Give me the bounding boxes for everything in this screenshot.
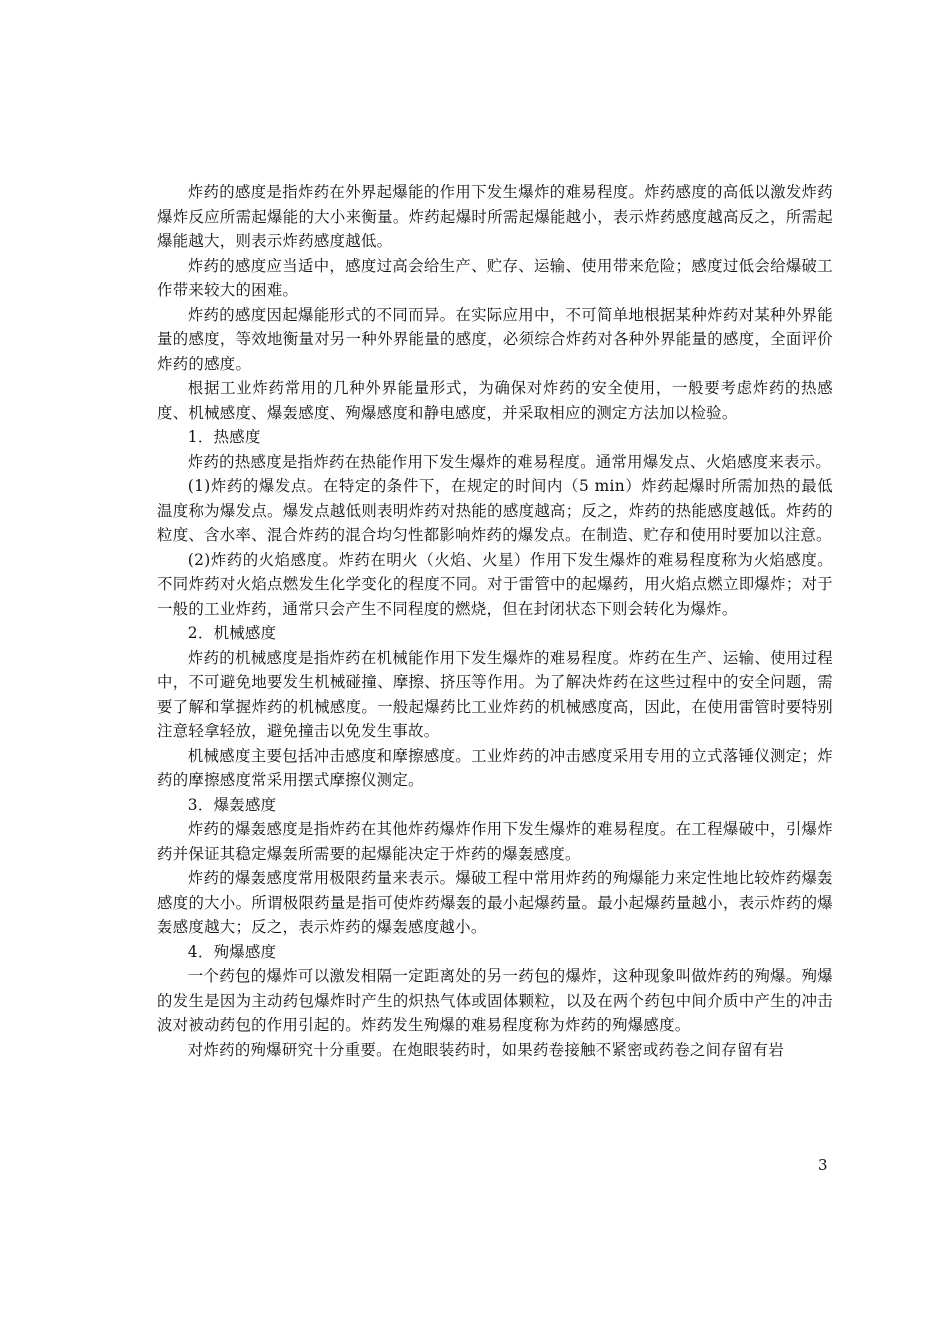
paragraph-detonation-definition: 炸药的爆轰感度是指炸药在其他炸药爆炸作用下发生爆炸的难易程度。在工程爆破中，引爆炸药并保证其稳定爆轰所需要的起爆能决定于炸药的爆轰感度。 [157, 820, 833, 863]
paragraph-sensitivity-types: 根据工业炸药常用的几种外界能量形式，为确保对炸药的安全使用，一般要考虑炸药的热感度、机械感度、爆轰感度、殉爆感度和静电感度，并采取相应的测定方法加以检验。 [157, 379, 833, 422]
paragraph-sympathetic-importance: 对炸药的殉爆研究十分重要。在炮眼装药时，如果药卷接触不紧密或药卷之间存留有岩 [187, 1040, 785, 1059]
paragraph-sensitivity-definition: 炸药的感度是指炸药在外界起爆能的作用下发生爆炸的难易程度。炸药感度的高低以激发炸药爆炸反应所需起爆能的大小来衡量。炸药起爆时所需起爆能越小，表示炸药感度越高反之，所需起爆能越大，则表示炸药感度越低。 [157, 183, 833, 250]
paragraph-mechanical-tests: 机械感度主要包括冲击感度和摩擦感度。工业炸药的冲击感度采用专用的立式落锤仪测定；炸药的摩擦感度常采用摆式摩擦仪测定。 [157, 746, 833, 789]
section-heading-sympathetic: 4．殉爆感度 [187, 942, 277, 961]
page-number: 3 [818, 1156, 828, 1174]
document-body [157, 180, 833, 1062]
section-heading-mechanical: 2．机械感度 [187, 624, 277, 642]
section-heading-thermal: 1．热感度 [187, 428, 261, 446]
paragraph-thermal-definition: 炸药的热感度是指炸药在热能作用下发生爆炸的难易程度。通常用爆发点、火焰感度来表示。 [187, 452, 832, 471]
paragraph-limit-charge: 炸药的爆轰感度常用极限药量来表示。爆破工程中常用炸药的殉爆能力来定性地比较炸药爆轰感度的大小。所谓极限药量是指可使炸药爆轰的最小起爆药量。最小起爆药量越小，表示炸药的爆轰感度越大；反之，表示炸药的爆轰感度越小。 [157, 869, 833, 936]
paragraph-sensitivity-forms: 炸药的感度因起爆能形式的不同而异。在实际应用中，不可简单地根据某种炸药对某种外界能量的感度，等效地衡量对另一种外界能量的感度，必须综合炸药对各种外界能量的感度，全面评价炸药的感度。 [157, 305, 833, 373]
paragraph-flame-sensitivity: (2)炸药的火焰感度。炸药在明火（火焰、火星）作用下发生爆炸的难易程度称为火焰感度。不同炸药对火焰点燃发生化学变化的程度不同。对于雷管中的起爆药，用火焰点燃立即爆炸；对于一般的工业炸药，通常只会产生不同程度的燃烧，但在封闭状态下则会转化为爆炸。 [157, 550, 833, 618]
paragraph-explosion-point: (1)炸药的爆发点。在特定的条件下，在规定的时间内（5 min）炸药起爆时所需加热的最低温度称为爆发点。爆发点越低则表明炸药对热能的感度越高；反之，炸药的热能感度越低。炸药的粒度、含水率、混合炸药的混合均匀性都影响炸药的爆发点。在制造、贮存和使用时要加以注意。 [157, 477, 833, 544]
section-heading-detonation: 3．爆轰感度 [187, 795, 277, 814]
paragraph-sympathetic-definition: 一个药包的爆炸可以激发相隔一定距离处的另一药包的爆炸，这种现象叫做炸药的殉爆。殉爆的发生是因为主动药包爆炸时产生的炽热气体或固体颗粒，以及在两个药包中间介质中产生的冲击波对被动药包的作用引起的。炸药发生殉爆的难易程度称为炸药的殉爆感度。 [157, 967, 833, 1034]
paragraph-sensitivity-moderate: 炸药的感度应当适中，感度过高会给生产、贮存、运输、使用带来危险；感度过低会给爆破工作带来较大的困难。 [157, 256, 833, 299]
paragraph-mechanical-definition: 炸药的机械感度是指炸药在机械能作用下发生爆炸的难易程度。炸药在生产、运输、使用过程中，不可避免地要发生机械碰撞、摩擦、挤压等作用。为了解决炸药在这些过程中的安全问题，需要了解和掌握炸药的机械感度。一般起爆药比工业炸药的机械感度高，因此，在使用雷管时要特别注意轻拿轻放，避免撞击以免发生事故。 [157, 648, 833, 740]
